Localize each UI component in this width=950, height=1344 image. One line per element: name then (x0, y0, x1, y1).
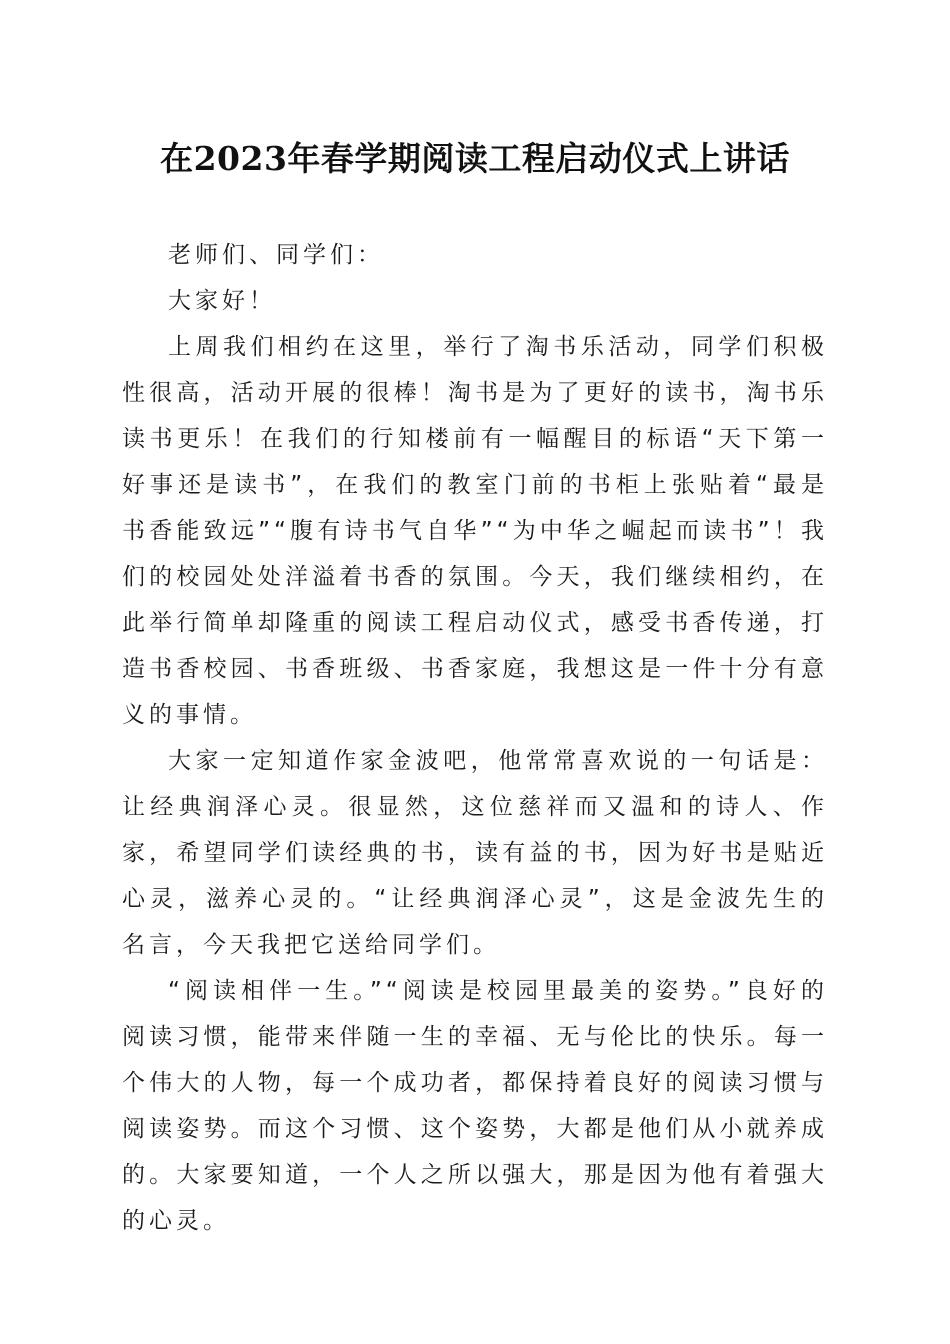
paragraph: “阅读相伴一生。”“阅读是校园里最美的姿势。”良好的阅读习惯，能带来伴随一生的幸福、无与伦比的快乐。每一个伟大的人物，每一个成功者，都保持着良好的阅读习惯与阅读姿势。而这个习惯、这个姿势，大都是他们从小就养成的。大家要知道，一个人之所以强大，那是因为他有着强大的心灵。 (122, 978, 828, 1234)
paragraph: 上周我们相约在这里，举行了淘书乐活动，同学们积极性很高，活动开展的很棒！淘书是为了更好的读书，淘书乐读书更乐！在我们的行知楼前有一幅醒目的标语“天下第一好事还是读书”，在我们的教室门前的书柜上张贴着“最是书香能致远”“腹有诗书气自华”“为中华之崛起而读书”！我们的校园处处洋溢着书香的氛围。今天，我们继续相约，在此举行简单却隆重的阅读工程启动仪式，感受书香传递，打造书香校园、书香班级、书香家庭，我想这是一件十分有意义的事情。 (122, 334, 828, 728)
paragraph: 大家一定知道作家金波吧，他常常喜欢说的一句话是：让经典润泽心灵。很显然，这位慈祥而又温和的诗人、作家，希望同学们读经典的书，读有益的书，因为好书是贴近心灵，滋养心灵的。“让经典润泽心灵”，这是金波先生的名言，今天我把它送给同学们。 (122, 748, 828, 958)
greeting: 大家好！ (168, 288, 276, 314)
page-title: 在2023年春学期阅读工程启动仪式上讲话 (160, 139, 790, 178)
document-body (122, 232, 828, 1244)
salutation: 老师们、同学们： (168, 242, 384, 268)
